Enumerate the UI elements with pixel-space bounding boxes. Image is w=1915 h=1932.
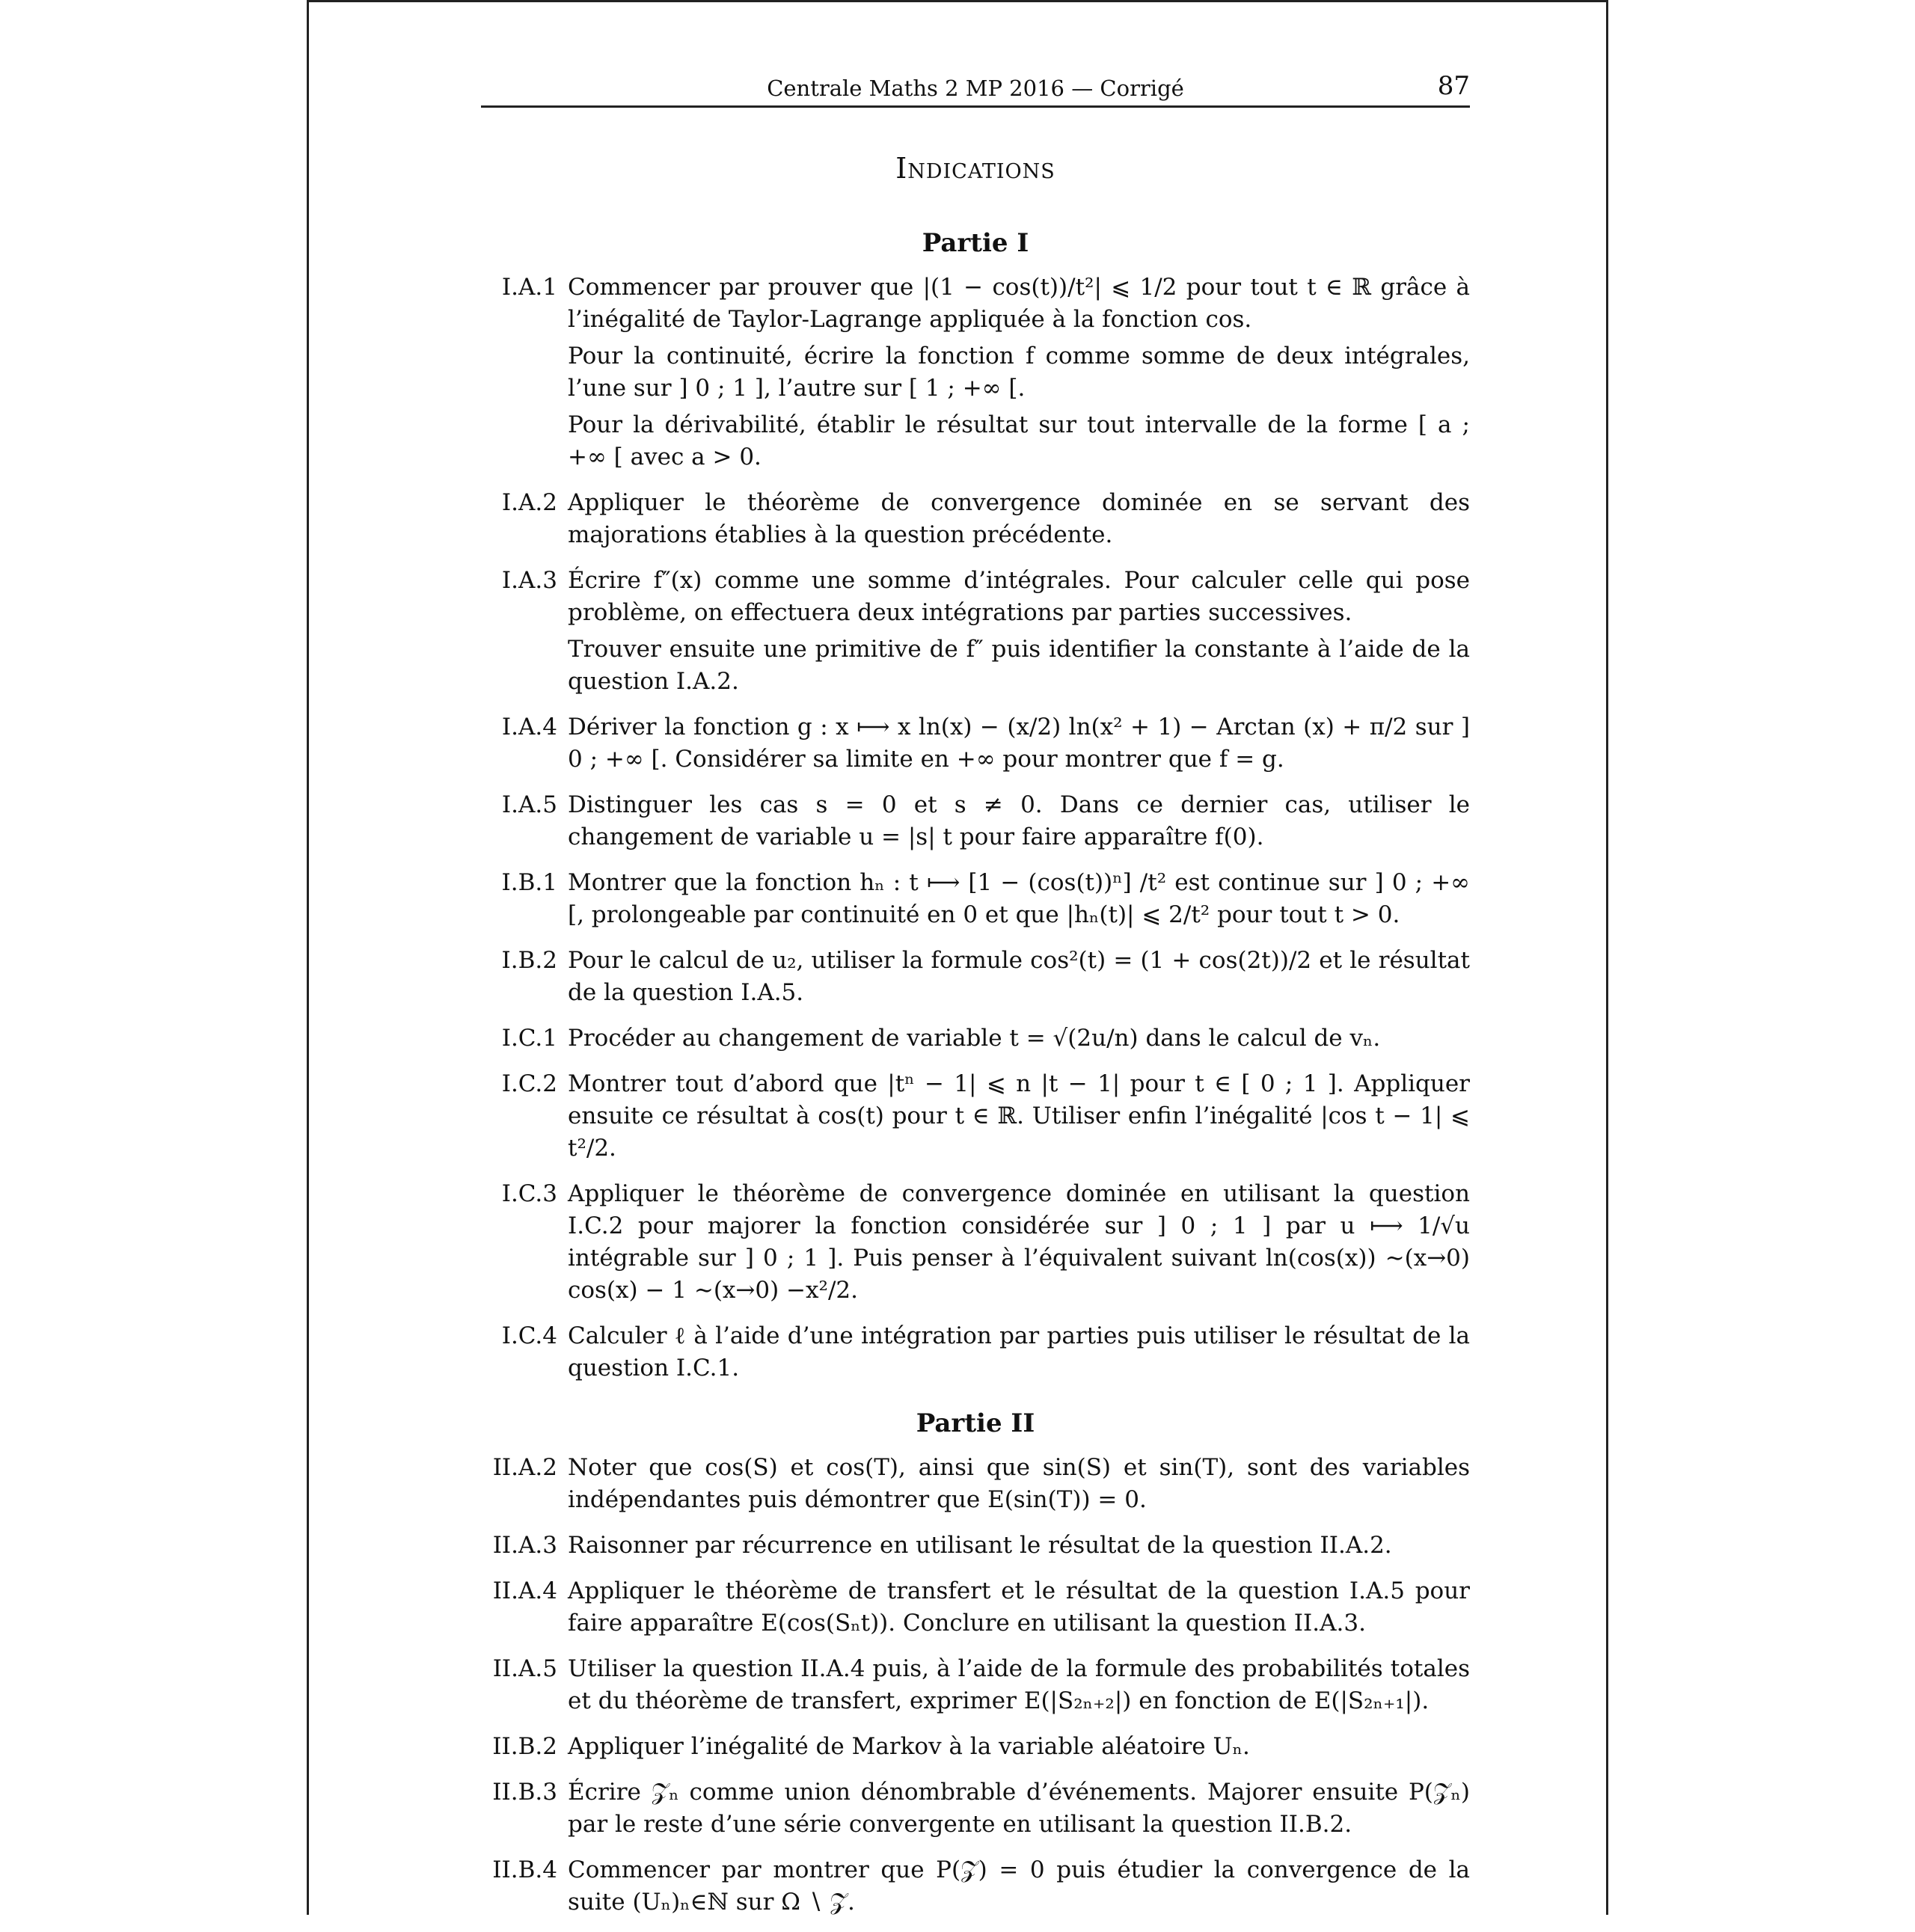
hint-item	[492, 1731, 1470, 1767]
hint-label: I.C.1	[501, 1025, 557, 1052]
hint-label: I.A.1	[501, 274, 557, 301]
hint-paragraph: Montrer tout d’abord que |tⁿ − 1| ⩽ n |t − 1| pour t ∈ [ 0 ; 1 ]. Appliquer ensuite ce résultat à cos(t) pour t ∈ ℝ. Utiliser enfin l’inégalité |cos t − 1| ⩽ t²/2.	[568, 1070, 1470, 1162]
hint-item	[492, 1530, 1470, 1566]
hint-label: II.B.4	[492, 1856, 557, 1883]
section-heading: Indications	[895, 152, 1055, 185]
hint-item	[492, 1776, 1470, 1845]
hint-body	[568, 1530, 1470, 1566]
hint-body	[568, 1452, 1470, 1521]
hint-label: II.A.3	[492, 1532, 557, 1559]
page-number: 87	[1437, 71, 1470, 101]
hint-paragraph: Raisonner par récurrence en utilisant le résultat de la question II.A.2.	[568, 1532, 1392, 1559]
hint-paragraph: Trouver ensuite une primitive de f″ puis identifier la constante à l’aide de la question I.A.2.	[568, 636, 1470, 695]
hint-paragraph: Commencer par montrer que P(𝒵) = 0 puis étudier la convergence de la suite (Uₙ)ₙ∈ℕ sur Ω ∖ 𝒵.	[568, 1856, 1470, 1916]
hint-paragraph: Appliquer l’inégalité de Markov à la variable aléatoire Uₙ.	[568, 1733, 1250, 1760]
hint-label: I.C.4	[501, 1322, 557, 1349]
hint-body	[568, 1653, 1470, 1722]
hint-body	[568, 1575, 1470, 1644]
hint-body	[568, 1068, 1470, 1169]
hint-label: II.A.2	[492, 1454, 557, 1481]
hint-body	[568, 867, 1470, 936]
hint-paragraph: Distinguer les cas s = 0 et s ≠ 0. Dans ce dernier cas, utiliser le changement de variable u = |s| t pour faire apparaître f(0).	[568, 791, 1470, 850]
hint-body	[568, 1178, 1470, 1311]
hint-item	[501, 1068, 1470, 1169]
part-title: Partie I	[922, 228, 1029, 258]
hint-body	[568, 272, 1470, 478]
hint-item	[501, 1178, 1470, 1311]
hint-paragraph: Appliquer le théorème de convergence dominée en se servant des majorations établies à la question précédente.	[568, 489, 1470, 548]
hint-label: I.C.2	[501, 1070, 557, 1097]
hint-paragraph: Pour la continuité, écrire la fonction f comme somme de deux intégrales, l’une sur ] 0 ; 1 ], l’autre sur [ 1 ; +∞ [.	[568, 343, 1470, 402]
hint-body	[568, 1320, 1470, 1389]
hint-label: I.A.3	[501, 567, 557, 594]
hint-label: II.A.4	[492, 1577, 557, 1604]
hint-label: I.B.2	[501, 947, 557, 974]
page-content	[481, 152, 1470, 1932]
hint-body	[568, 789, 1470, 858]
hint-paragraph: Noter que cos(S) et cos(T), ainsi que sin(S) et sin(T), sont des variables indépendantes puis démontrer que E(sin(T)) = 0.	[568, 1454, 1470, 1513]
hint-paragraph: Dériver la fonction g : x ⟼ x ln(x) − (x/2) ln(x² + 1) − Arctan (x) + π/2 sur ] 0 ; +∞ [. Considérer sa limite en +∞ pour montrer que f = g.	[568, 714, 1470, 773]
hint-paragraph: Montrer que la fonction hₙ : t ⟼ [1 − (cos(t))ⁿ] /t² est continue sur ] 0 ; +∞ [, prolongeable par continuité en 0 et que |hₙ(t)| ⩽ 2/t² pour tout t > 0.	[568, 869, 1470, 928]
hint-item	[501, 565, 1470, 702]
hint-item	[492, 1854, 1470, 1923]
hint-label: II.A.5	[492, 1655, 557, 1682]
hint-body	[568, 945, 1470, 1013]
hint-body	[568, 565, 1470, 702]
hint-item	[501, 945, 1470, 1013]
hint-body	[568, 1854, 1470, 1923]
hint-body	[568, 1776, 1470, 1845]
hint-paragraph: Écrire 𝒵ₙ comme union dénombrable d’événements. Majorer ensuite P(𝒵ₙ) par le reste d’une série convergente en utilisant la question II.B.2.	[568, 1779, 1470, 1838]
hint-item	[501, 272, 1470, 478]
hint-label: I.A.5	[501, 791, 557, 818]
hint-paragraph: Pour la dérivabilité, établir le résultat sur tout intervalle de la forme [ a ; +∞ [ avec a > 0.	[568, 411, 1470, 470]
part-title: Partie II	[916, 1408, 1035, 1438]
hint-item	[501, 487, 1470, 556]
hint-label: I.B.1	[501, 869, 557, 896]
hint-label: I.A.2	[501, 489, 557, 516]
hint-paragraph: Appliquer le théorème de convergence dominée en utilisant la question I.C.2 pour majorer la fonction considérée sur ] 0 ; 1 ] par u ⟼ 1/√u intégrable sur ] 0 ; 1 ]. Puis penser à l’équivalent suivant ln(cos(x)) ∼(x→0) cos(x) − 1 ∼(x→0) −x²/2.	[568, 1180, 1470, 1304]
hint-body	[568, 1022, 1470, 1059]
hint-paragraph: Pour le calcul de u₂, utiliser la formule cos²(t) = (1 + cos(2t))/2 et le résultat de la question I.A.5.	[568, 947, 1470, 1006]
hint-label: II.B.3	[492, 1779, 557, 1806]
hint-item	[492, 1452, 1470, 1521]
hint-label: II.B.2	[492, 1733, 557, 1760]
hint-item	[501, 789, 1470, 858]
hint-item	[501, 867, 1470, 936]
hint-label: I.A.4	[501, 714, 557, 740]
hint-paragraph: Calculer ℓ à l’aide d’une intégration par parties puis utiliser le résultat de la question I.C.1.	[568, 1322, 1470, 1381]
hint-paragraph: Procéder au changement de variable t = √(2u/n) dans le calcul de vₙ.	[568, 1025, 1381, 1052]
document-page	[307, 0, 1608, 1915]
hint-item	[492, 1575, 1470, 1644]
running-header	[481, 71, 1470, 108]
hint-label: I.C.3	[501, 1180, 557, 1207]
hint-body	[568, 711, 1470, 780]
hint-paragraph: Écrire f″(x) comme une somme d’intégrales. Pour calculer celle qui pose problème, on effectuera deux intégrations par parties successives.	[568, 567, 1470, 626]
running-title: Centrale Maths 2 MP 2016 — Corrigé	[767, 76, 1184, 101]
hint-paragraph: Appliquer le théorème de transfert et le résultat de la question I.A.5 pour faire apparaître E(cos(Sₙt)). Conclure en utilisant la question II.A.3.	[568, 1577, 1470, 1637]
hint-paragraph: Commencer par prouver que |(1 − cos(t))/t²| ⩽ 1/2 pour tout t ∈ ℝ grâce à l’inégalité de Taylor-Lagrange appliquée à la fonction cos.	[568, 274, 1470, 333]
hint-paragraph: Utiliser la question II.A.4 puis, à l’aide de la formule des probabilités totales et du théorème de transfert, exprimer E(|S₂ₙ₊₂|) en fonction de E(|S₂ₙ₊₁|).	[568, 1655, 1470, 1714]
hint-item	[501, 1022, 1470, 1059]
hint-body	[568, 1731, 1470, 1767]
hint-item	[501, 711, 1470, 780]
hint-body	[568, 487, 1470, 556]
hint-item	[492, 1653, 1470, 1722]
hint-item	[501, 1320, 1470, 1389]
